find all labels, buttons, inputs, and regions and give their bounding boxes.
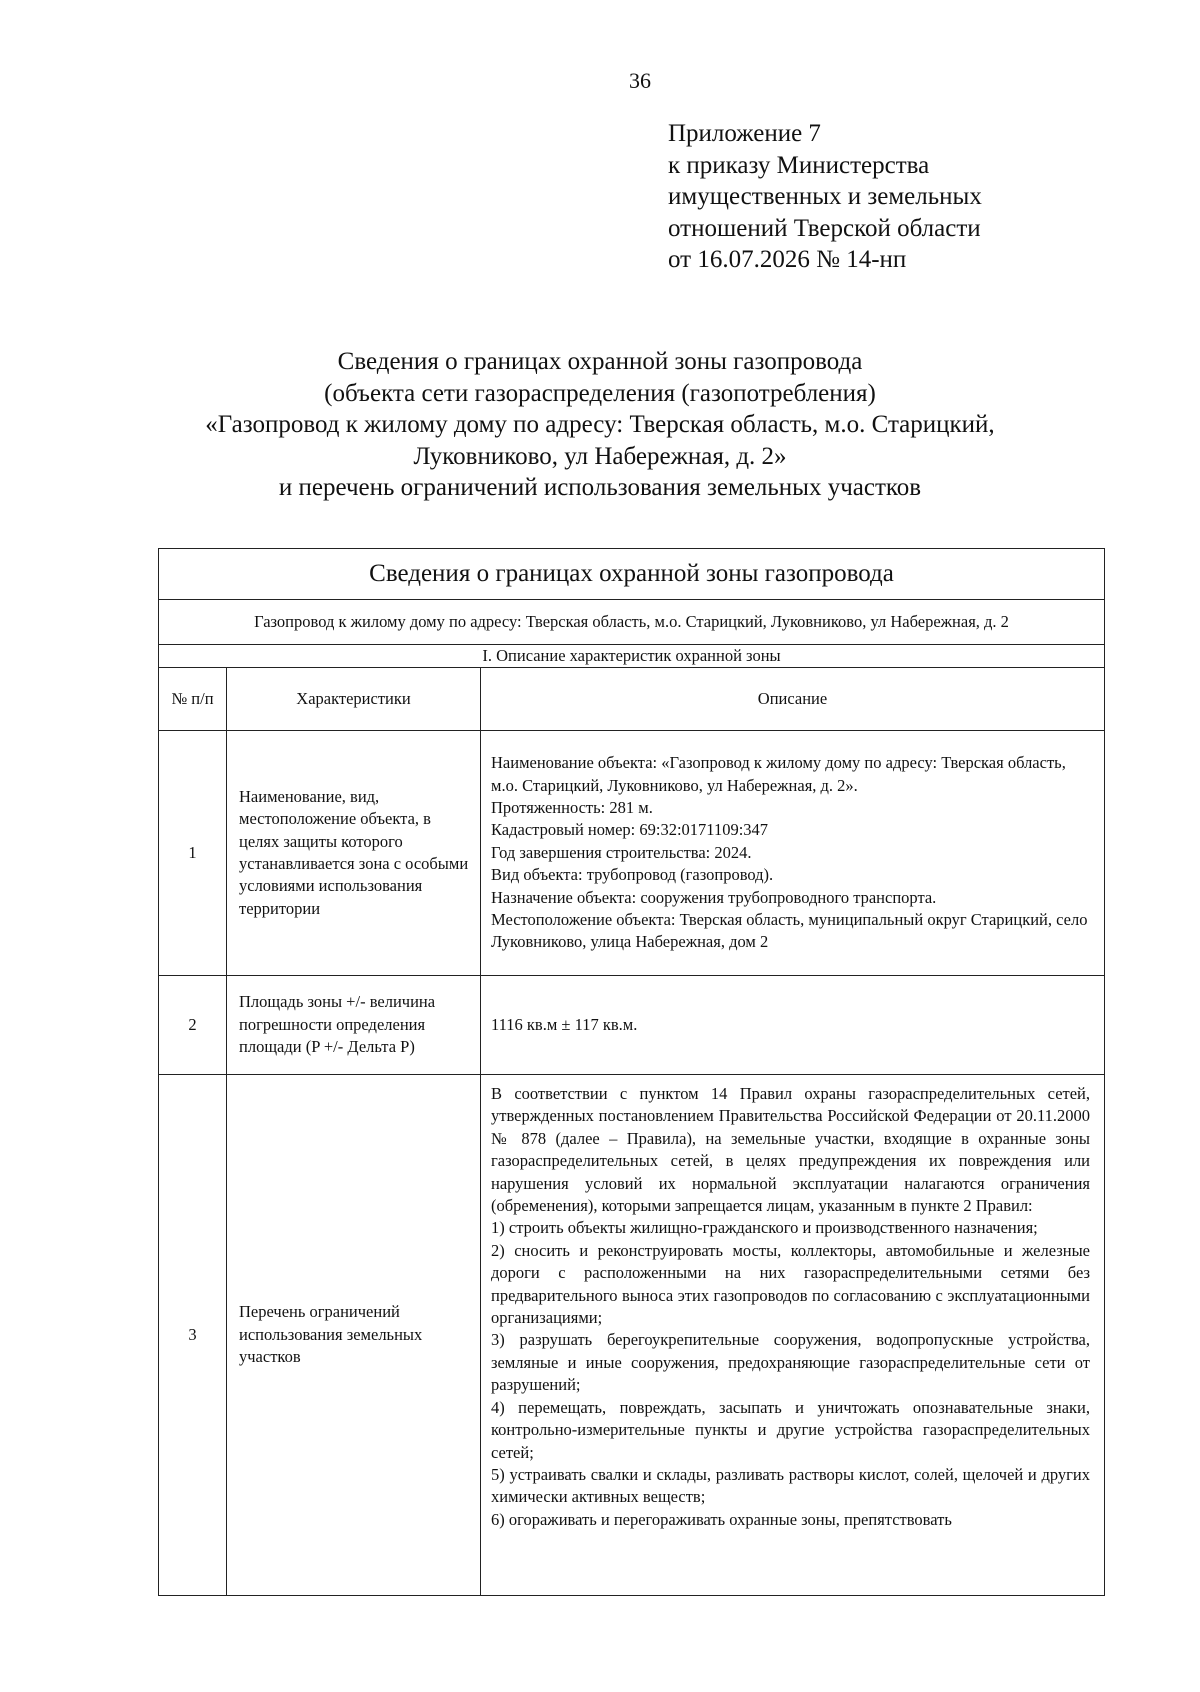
- description-paragraph: 3) разрушать берегоукрепительные сооружения, водопропускные устройства, земляные и иные сооружения, предохраняющие газораспределительные сети от разрушений;: [491, 1330, 1091, 1395]
- row-description: [481, 1075, 1105, 1596]
- description-line: Назначение объекта: сооружения трубопроводного транспорта.: [491, 887, 937, 907]
- appendix-block: [668, 118, 982, 276]
- description-line: Вид объекта: трубопровод (газопровод).: [491, 865, 774, 885]
- title-line: Сведения о границах охранной зоны газопровода: [337, 348, 863, 375]
- description-line: Протяженность: 281 м.: [491, 797, 653, 817]
- title-line: (объекта сети газораспределения (газопотребления): [324, 379, 876, 407]
- header-characteristic: Характеристики: [227, 668, 481, 731]
- appendix-line: к приказу Министерства: [668, 151, 930, 179]
- description-line: Кадастровый номер: 69:32:0171109:347: [491, 820, 769, 840]
- protection-zone-table: [158, 548, 1105, 1596]
- header-num: № п/п: [159, 668, 227, 731]
- description-paragraph: 2) сносить и реконструировать мосты, коллекторы, автомобильные и железные дороги с расположенными на них газораспределительными сетями без предварительного выноса этих газопроводов по согласованию с эксплуатационными организациями;: [491, 1240, 1091, 1328]
- description-paragraph: 4) перемещать, повреждать, засыпать и уничтожать опознавательные знаки, контрольно-измерительные пункты и другие устройства газораспределительных сетей;: [491, 1397, 1091, 1462]
- table-row: [159, 1075, 1105, 1596]
- row-characteristic: Площадь зоны +/- величина погрешности определения площади (P +/- Дельта P): [227, 976, 481, 1075]
- row-description: [481, 976, 1105, 1075]
- description-line: 1116 кв.м ± 117 кв.м.: [491, 1014, 638, 1034]
- page-number: 36: [629, 68, 651, 93]
- description-paragraph: 5) устраивать свалки и склады, разливать растворы кислот, солей, щелочей и других химически активных веществ;: [491, 1464, 1091, 1507]
- title-line: и перечень ограничений использования земельных участков: [278, 474, 922, 502]
- appendix-line: Приложение 7: [668, 120, 821, 147]
- description-line: Наименование объекта: «Газопровод к жилому дому по адресу: Тверская область, м.о. Старицкий, Луковниково, ул Набережная, д. 2».: [491, 753, 1066, 795]
- description-line: Местоположение объекта: Тверская область, муниципальный округ Старицкий, село Луковниково, улица Набережная, дом 2: [491, 910, 1088, 952]
- table-header-row: [159, 668, 1105, 731]
- appendix-line: от 16.07.2026 № 14-нп: [668, 246, 907, 273]
- description-paragraph: 6) огораживать и перегораживать охранные зоны, препятствовать: [491, 1509, 952, 1529]
- header-description: Описание: [481, 668, 1105, 731]
- row-characteristic: Перечень ограничений использования земельных участков: [227, 1075, 481, 1596]
- section-heading: I. Описание характеристик охранной зоны: [159, 645, 1105, 668]
- appendix-line: имущественных и земельных: [668, 183, 982, 210]
- row-number: 3: [159, 1075, 227, 1596]
- row-characteristic: Наименование, вид, местоположение объекта, в целях защиты которого устанавливается зона с особыми условиями использования территории: [227, 731, 481, 976]
- description-paragraph: В соответствии с пунктом 14 Правил охраны газораспределительных сетей, утвержденных постановлением Правительства Российской Федерации от 20.11.2000 № 878 (далее – Правила), на земельные участки, входящие в охранные зоны газораспределительных сетей, в целях предупреждения их повреждения или нарушения условий их нормальной эксплуатации налагаются ограничения (обременения), которыми запрещается лицам, указанным в пункте 2 Правил:: [491, 1084, 1091, 1216]
- title-line: Луковниково, ул Набережная, д. 2»: [413, 442, 787, 470]
- appendix-line: отношений Тверской области: [668, 214, 981, 242]
- table-row: [159, 731, 1105, 976]
- document-title: [40, 346, 1160, 504]
- description-line: Год завершения строительства: 2024.: [491, 842, 752, 862]
- row-description: [481, 731, 1105, 976]
- title-line: «Газопровод к жилому дому по адресу: Тверская область, м.о. Старицкий,: [205, 411, 995, 439]
- table-row: [159, 976, 1105, 1075]
- row-number: 1: [159, 731, 227, 976]
- description-paragraph: 1) строить объекты жилищно-гражданского и производственного назначения;: [491, 1218, 1038, 1238]
- object-name-row: Газопровод к жилому дому по адресу: Тверская область, м.о. Старицкий, Луковниково, ул Набережная, д. 2: [159, 600, 1105, 645]
- row-number: 2: [159, 976, 227, 1075]
- table-caption: Сведения о границах охранной зоны газопровода: [159, 549, 1105, 600]
